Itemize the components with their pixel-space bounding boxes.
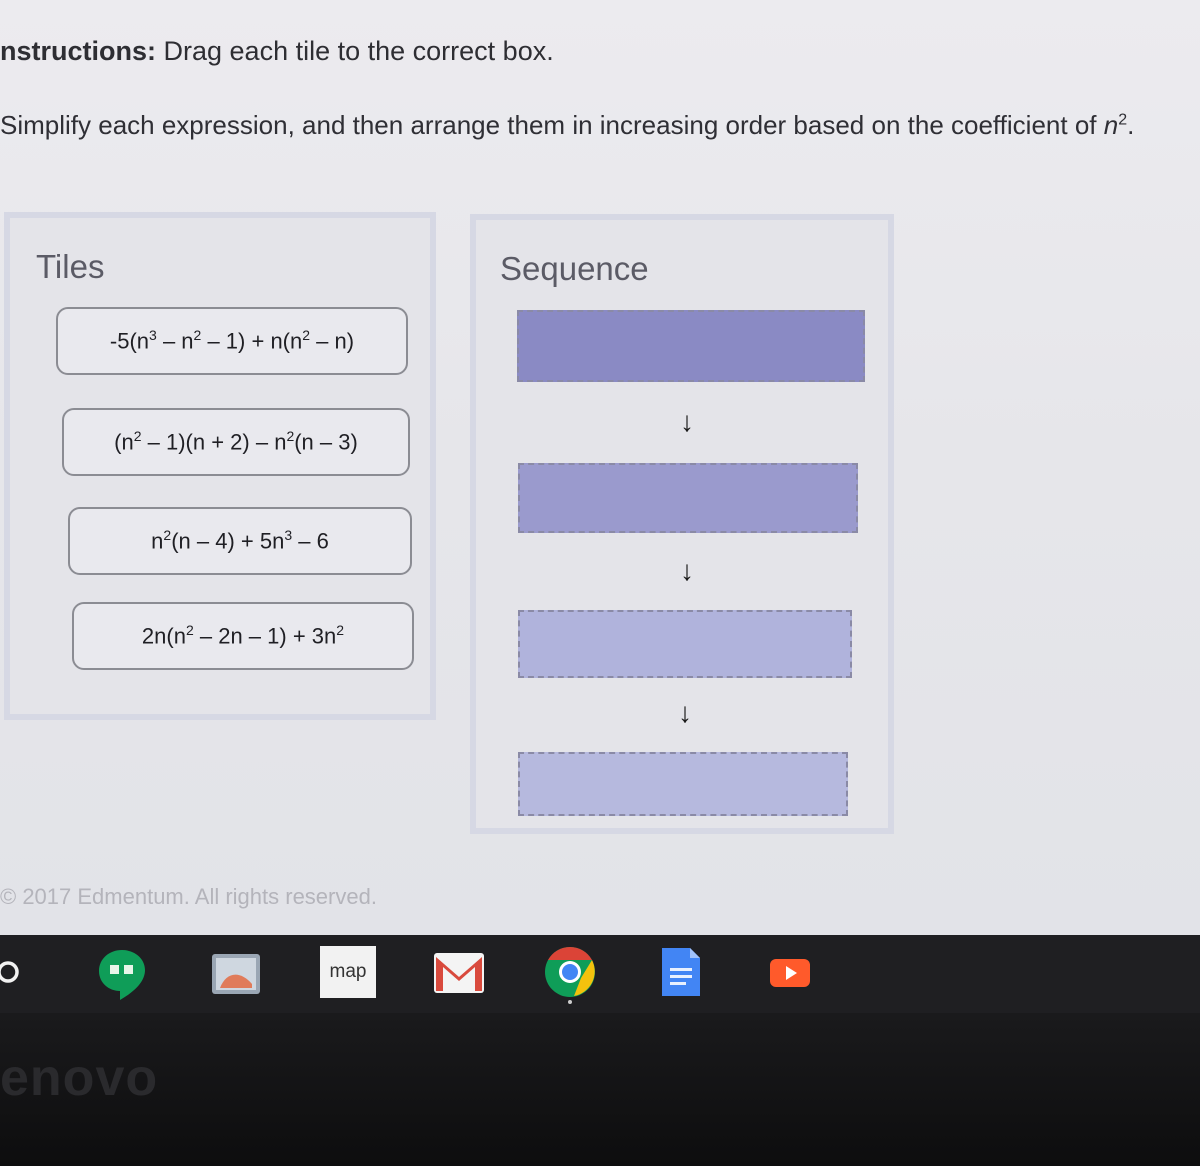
chrome-icon[interactable] [544,946,596,1003]
taskbar-shelf [0,935,1200,1013]
down-arrow-icon: ↓ [680,406,694,437]
launcher-icon[interactable] [0,958,24,991]
tile-text: $(n^2 - 1)(n + 2) - n^2(n - 3)$ [114,428,358,455]
down-arrow-icon: ↓ [680,555,694,586]
sequence-drop-slot-3[interactable] [518,610,852,678]
sequence-drop-slot-1[interactable] [517,310,865,382]
tiles-title: Tiles [36,248,105,285]
tile-text: $n^2(n - 4) + 5n^3 - 6$ [151,527,329,554]
map-app-icon[interactable] [320,946,376,998]
tile[interactable] [56,307,408,375]
sequence-drop-slot-2[interactable] [518,463,858,533]
down-arrow-icon: ↓ [678,697,692,728]
prompt-variable: n [1103,110,1119,140]
instructions-label: nstructions: [0,36,157,66]
gmail-icon[interactable] [432,951,486,1000]
tile-text: $2n(n^2 - 2n - 1) + 3n^2$ [141,622,345,649]
tile[interactable] [62,408,410,476]
google-docs-icon[interactable] [660,946,702,1003]
running-indicator [568,1000,572,1004]
question-prompt [0,110,1134,141]
instructions [0,36,554,67]
youtube-icon[interactable] [768,957,812,994]
hangouts-icon[interactable] [96,948,148,1007]
prompt-exponent: 2 [1118,111,1128,129]
prompt-end: . [1127,110,1135,140]
tile[interactable] [68,507,412,575]
tile-text: $-5(n^3 - n^2 - 1) + n(n^2 - n)$ [109,327,355,354]
sequence-drop-slot-4[interactable] [518,752,848,816]
copyright-text: © 2017 Edmentum. All rights reserved. [0,884,377,909]
laptop-bezel [0,1013,1200,1166]
sequence-title: Sequence [500,250,649,287]
tile[interactable] [72,602,414,670]
map-app-label: map [329,961,367,982]
laptop-brand-logo: enovo [0,1049,159,1107]
instructions-text: Drag each tile to the correct box. [156,36,554,66]
photos-app-icon[interactable] [208,950,264,1003]
prompt-text: Simplify each expression, and then arrange them in increasing order based on the coefficient of [0,110,1104,140]
